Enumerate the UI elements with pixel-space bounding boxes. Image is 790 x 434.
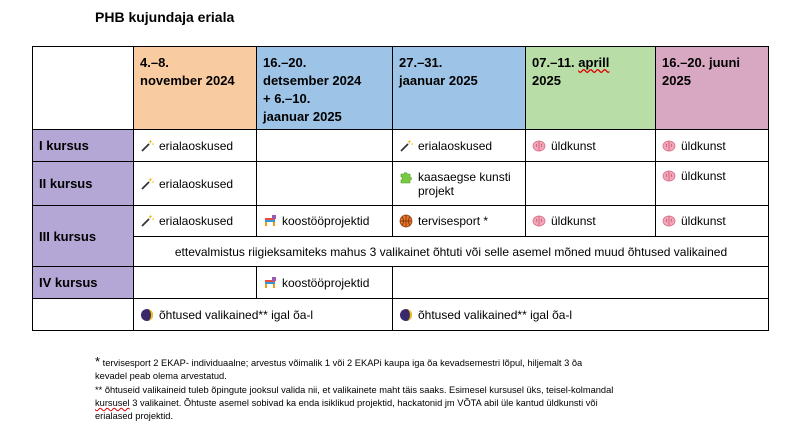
empty-cell [257,162,393,206]
row-course-3 [33,206,769,237]
empty-cell [257,130,393,162]
cell-ohtused-valikained: õhtused valikained** igal õa-l [134,299,393,331]
header-nov-2024: 4.–8. november 2024 [134,47,257,130]
row-course-3-extra [33,237,769,267]
header-apr-2025: 07.–11. aprill 2025 [526,47,656,130]
moon-icon [399,308,413,322]
cell-yldkunst: üldkunst [656,162,769,206]
moon-icon [140,308,154,322]
cell-erialaoskused: erialaoskused [134,130,257,162]
brain-icon [662,214,676,228]
footnote-2-end: erialased projektid. [95,411,174,422]
schedule-table [32,46,769,331]
cell-erialaoskused: erialaoskused [134,162,257,206]
magic-wand-icon [140,177,154,191]
cell-kaasaegse-kunsti-projekt: kaasaegse kunsti projekt [393,162,526,206]
row-course-1 [33,130,769,162]
page-title: PHB kujundaja eriala [95,9,235,25]
cell-yldkunst: üldkunst [656,130,769,162]
footnote-2-cont: kursusel 3 valikainet. Õhtuste asemel sobivad ka enda isiklikud projektid, hackatonid jm VÕTA abil üle kantud üldkunsti või [95,397,598,408]
cell-erialaoskused: erialaoskused [393,130,526,162]
magic-wand-icon [399,139,413,153]
course-label-4: IV kursus [33,267,134,299]
brain-icon [662,139,676,153]
row-ohtused [33,299,769,331]
cell-koostooprojektid: koostööprojektid [257,267,393,299]
course-label-2: II kursus [33,162,134,206]
empty-cell [526,162,656,206]
cell-yldkunst: üldkunst [656,206,769,237]
cell-ohtused-valikained: õhtused valikained** igal õa-l [393,299,769,331]
cell-ettevalmistus: ettevalmistus riigieksamiteks mahus 3 valikainet õhtuti või selle asemel mõned muud õhtused valikained [134,237,769,267]
header-row [33,47,769,130]
pinata-icon [263,214,277,228]
pinata-icon [263,276,277,290]
cell-erialaoskused: erialaoskused [134,206,257,237]
empty-cell [393,267,769,299]
brain-icon [532,139,546,153]
corner-cell [33,47,134,130]
course-label-1: I kursus [33,130,134,162]
cell-yldkunst: üldkunst [526,130,656,162]
row-course-4 [33,267,769,299]
footnote-2: ** õhtuseid valikaineid tuleb õpingute jooksul valida nii, et valikainete maht täis saaks. Esimesel kursusel üks, teisel-kolmandal [95,384,614,395]
magic-wand-icon [140,139,154,153]
footnotes [95,355,735,423]
header-jan-2025: 27.–31. jaanuar 2025 [393,47,526,130]
header-jun-2025: 16.–20. juuni 2025 [656,47,769,130]
cell-yldkunst: üldkunst [526,206,656,237]
brain-icon [662,169,676,183]
footnote-1: * tervisesport 2 EKAP- individuaalne; arvestus võimalik 1 või 2 EKAPi kaupa iga õa kevadsemestri lõpul, hiljemalt 3 õa [95,354,583,369]
basketball-icon [399,214,413,228]
cell-tervisesport: tervisesport * [393,206,526,237]
cell-koostooprojektid: koostööprojektid [257,206,393,237]
magic-wand-icon [140,214,154,228]
footnote-1-cont: kevadel peab olema arvestatud. [95,371,227,382]
empty-cell [33,299,134,331]
row-course-2 [33,162,769,206]
puzzle-icon [399,170,413,184]
brain-icon [532,214,546,228]
header-dec-2024: 16.–20. detsember 2024 + 6.–10. jaanuar 2025 [257,47,393,130]
course-label-3: III kursus [33,206,134,267]
empty-cell [134,267,257,299]
